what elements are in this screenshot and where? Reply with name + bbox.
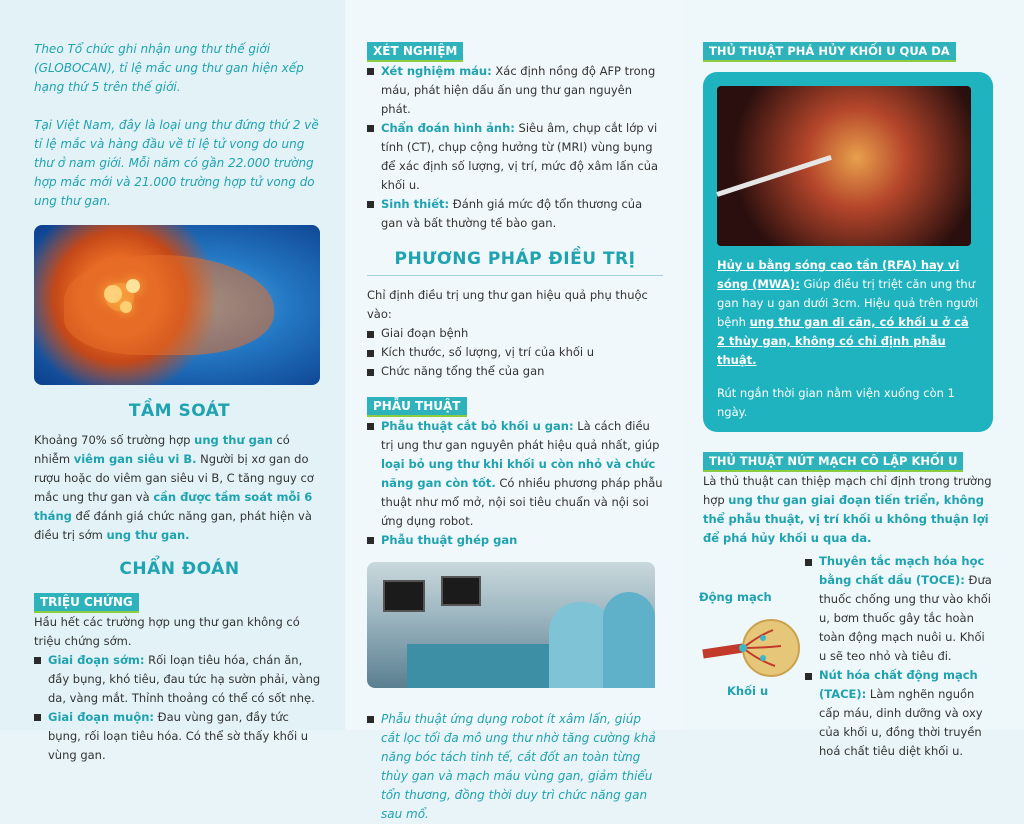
symptoms-tag: TRIỆU CHỨNG: [34, 593, 139, 613]
robot-surgery-item: Phẫu thuật ứng dụng robot ít xâm lấn, giúp cắt lọc tối đa mô ung thư nhờ tăng cường khả năng bóc tách tinh tế, cắt đốt an toàn từng thùy gan và mạch máu vùng gan, giảm thiểu tổn thương, đồng thời duy trì chức năng gan sau mổ.: [367, 710, 663, 824]
rfa-description: Hủy u bằng sóng cao tần (RFA) hay vi sóng (MWA): Giúp điều trị triệt căn ung thư gan hay u gan dưới 3cm. Hiệu quả trên người bệnh ung thư gan di căn, có khối u ở cả 2 thùy gan, không có chỉ định phẫu thuật.: [717, 258, 979, 367]
artery-tumor-diagram: [703, 616, 803, 676]
screening-title: TẦM SOÁT: [128, 401, 231, 421]
symptoms-intro: Hầu hết các trường hợp ung thư gan không có triệu chứng sớm.: [34, 615, 300, 648]
tace-item: Nút hóa chất động mạch (TACE): Làm nghẽn nguồn cấp máu, dinh dưỡng và oxy của khối u, đồng thời truyền hoá chất tiêu diệt khối u.: [805, 666, 994, 761]
early-stage-item: Giai đoạn sớm: Rối loạn tiêu hóa, chán ăn, đầy bụng, khó tiêu, đau tức hạ sườn phải, vàng da, vàng mắt. Thỉnh thoảng có thể có sốt nhẹ.: [34, 651, 325, 708]
liver-illustration: [34, 225, 320, 385]
column-1: [0, 0, 345, 762]
late-stage-item: Giai đoạn muộn: Đau vùng gan, đầy tức bụng, rối loạn tiêu hóa. Có thể sờ thấy khối u vùng gan.: [34, 708, 325, 765]
resection-item: Phẫu thuật cắt bỏ khối u gan: Là cách điều trị ung thư gan nguyên phát hiệu quả nhất, giúp loại bỏ ung thư khi khối u còn nhỏ và chức năng gan còn tốt. Có nhiều phương pháp phẫu thuật như mổ mở, nội soi tiêu chuẩn và nội soi ứng dụng robot.: [367, 417, 663, 531]
treatment-intro: Chỉ định điều trị ung thư gan hiệu quả phụ thuộc vào:: [367, 288, 648, 321]
imaging-item: Chẩn đoán hình ảnh: Siêu âm, chụp cắt lớp vi tính (CT), chụp cộng hưởng từ (MRI) vùng bụng để xác định số lượng, vị trí, mức độ xâm lấn của khối u.: [367, 119, 663, 195]
column-2: [345, 0, 685, 821]
screening-paragraph: Khoảng 70% số trường hợp ung thư gan có nhiễm viêm gan siêu vi B. Người bị xơ gan do rượu hoặc do viêm gan siêu vi B, C tăng nguy cơ mắc ung thư gan và cần được tầm soát mỗi 6 tháng để đánh giá chức năng gan, phát hiện và điều trị sớm ung thư gan.: [34, 433, 314, 542]
biopsy-item: Sinh thiết: Đánh giá mức độ tổn thương của gan và bất thường tế bào gan.: [367, 195, 663, 233]
artery-label: Động mạch: [699, 590, 772, 604]
ablation-tag: THỦ THUẬT PHÁ HỦY KHỐI U QUA DA: [703, 42, 956, 62]
treatment-title: PHƯƠNG PHÁP ĐIỀU TRỊ: [367, 249, 663, 276]
treatment-item: Giai đoạn bệnh: [367, 324, 663, 343]
surgery-tag: PHẪU THUẬT: [367, 397, 467, 417]
tumor-label: Khối u: [727, 684, 769, 698]
rfa-box: [703, 72, 993, 432]
diagnosis-title: CHẨN ĐOÁN: [119, 559, 240, 579]
ablation-photo: [717, 86, 971, 246]
embolization-tag: THỦ THUẬT NÚT MẠCH CÔ LẬP KHỐI U: [703, 452, 963, 472]
tests-tag: XÉT NGHIỆM: [367, 42, 463, 62]
intro-paragraph-1: Theo Tổ chức ghi nhận ung thư thế giới (GLOBOCAN), tỉ lệ mắc ung thư gan hiện xếp hạng thứ 5 trên thế giới.: [34, 42, 304, 94]
column-3: [685, 0, 1024, 758]
treatment-item: Kích thước, số lượng, vị trí của khối u: [367, 343, 663, 362]
transplant-item: Phẫu thuật ghép gan: [367, 531, 663, 550]
toce-item: Thuyên tắc mạch hóa học bằng chất dầu (TOCE): Đưa thuốc chống ung thư vào khối u, bơm thuốc gây tắc hoàn toàn động mạch nuôi u. Khối u sẽ teo nhỏ và tiêu đi.: [805, 552, 994, 666]
embolization-intro: Là thủ thuật can thiệp mạch chỉ định trong trường hợp ung thư gan giai đoạn tiến triển, không thể phẫu thuật, vị trí khối u không thuận lợi để phá hủy khối u qua da.: [703, 474, 992, 545]
robotic-surgery-photo: [367, 562, 655, 688]
rfa-note: Rút ngắn thời gian nằm viện xuống còn 1 ngày.: [717, 386, 955, 419]
intro-paragraph-2: Tại Việt Nam, đây là loại ung thư đứng thứ 2 về tỉ lệ mắc và hàng đầu về tỉ lệ tử vong do ung thư ở nam giới. Mỗi năm có gần 22.000 trường hợp mắc mới và 21.000 trường hợp tử vong do ung thư gan.: [34, 118, 319, 208]
treatment-item: Chức năng tổng thể của gan: [367, 362, 663, 381]
blood-test-item: Xét nghiệm máu: Xác định nồng độ AFP trong máu, phát hiện dấu ấn ung thư gan nguyên phát.: [367, 62, 663, 119]
